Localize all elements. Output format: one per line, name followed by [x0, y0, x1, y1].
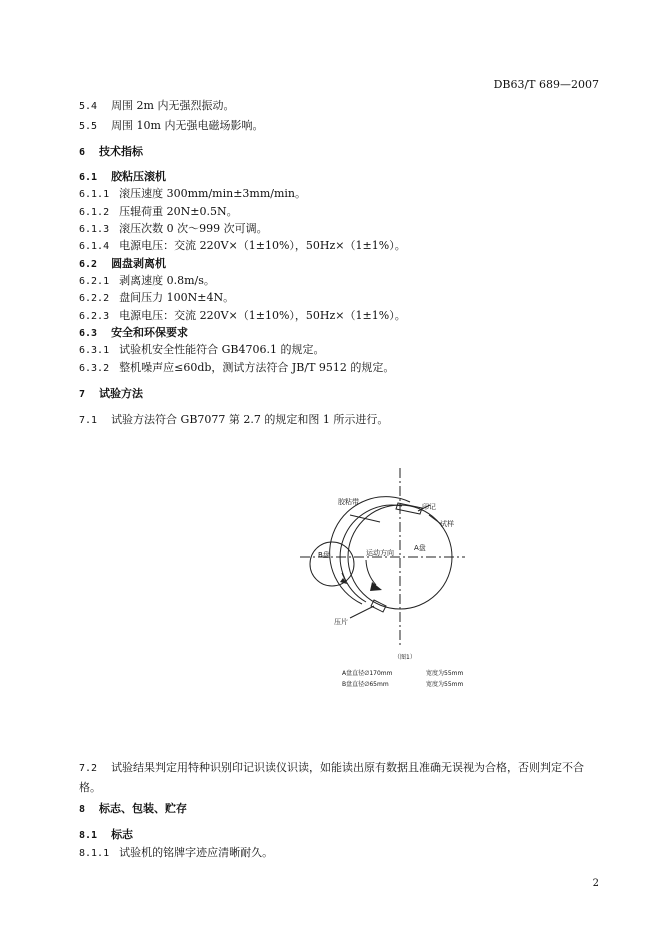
clause-text: 整机噪声应≤60db，测试方法符合 JB/T 9512 的规定。 — [119, 361, 395, 374]
disc-peeling-diagram — [290, 460, 490, 700]
section-number: 6.3 — [79, 328, 98, 339]
figure-caption: （图1） — [394, 654, 416, 661]
clause-6-2-2 — [79, 291, 234, 306]
clause-number: 6.1.2 — [79, 207, 110, 218]
clause-7-1 — [79, 413, 388, 428]
clause-6-3-1 — [79, 343, 324, 358]
clause-5-4 — [79, 99, 234, 114]
clause-6-1-3 — [79, 222, 268, 237]
label-tape: 胶粘带 — [338, 498, 359, 506]
section-title: 胶粘压滚机 — [111, 170, 167, 183]
clause-text: 滚压次数 0 次～999 次可调。 — [119, 222, 268, 235]
clause-6-1-1 — [79, 187, 306, 202]
direction-arc — [366, 560, 376, 585]
clause-5-5 — [79, 119, 263, 134]
clause-text: 周围 10m 内无强电磁场影响。 — [111, 119, 264, 132]
label-direction: 运动方向 — [366, 549, 394, 557]
clause-number: 8.1.1 — [79, 848, 110, 859]
clause-text: 滚压速度 300mm/min±3mm/min。 — [119, 187, 307, 200]
page-number: 2 — [592, 878, 599, 889]
clause-number: 6.2.2 — [79, 293, 110, 304]
clause-number: 6.3.1 — [79, 345, 110, 356]
spec-b-diameter: B盘直径∅65mm — [342, 681, 389, 688]
clause-number: 6.1.4 — [79, 241, 110, 252]
subsection-6-2-heading — [79, 257, 166, 272]
section-title: 技术指标 — [99, 145, 144, 158]
clause-text: 试验机安全性能符合 GB4706.1 的规定。 — [119, 343, 325, 356]
section-number: 7 — [79, 389, 86, 400]
clause-number: 5.5 — [79, 121, 98, 132]
section-number: 6.1 — [79, 172, 98, 183]
clause-text: 电源电压：交流 220V×（1±10%），50Hz×（1±1%）。 — [119, 239, 406, 252]
clause-number: 7.2 — [79, 763, 98, 774]
clause-text: 电源电压：交流 220V×（1±10%），50Hz×（1±1%）。 — [119, 309, 406, 322]
clause-6-1-4 — [79, 239, 406, 254]
section-title: 标志、包装、贮存 — [99, 802, 188, 815]
clause-number: 6.1.3 — [79, 224, 110, 235]
label-press: 压片 — [334, 618, 348, 626]
clause-8-1-1 — [79, 846, 273, 861]
figure-1 — [290, 460, 490, 700]
clause-number: 5.4 — [79, 101, 98, 112]
section-title: 标志 — [111, 828, 134, 841]
clause-number: 7.1 — [79, 415, 98, 426]
section-title: 安全和环保要求 — [111, 326, 189, 339]
section-number: 8.1 — [79, 830, 98, 841]
section-8-heading — [79, 802, 187, 817]
spec-a-diameter: A盘直径∅170mm — [342, 670, 393, 677]
subsection-8-1-heading — [79, 828, 133, 843]
section-7-heading — [79, 387, 143, 402]
page-header: DB63/T 689—2007 — [493, 78, 599, 91]
section-title: 试验方法 — [99, 387, 144, 400]
clause-text: 周围 2m 内无强烈振动。 — [111, 99, 235, 112]
spec-b-width: 宽度为55mm — [426, 681, 464, 688]
label-disc-a: A盘 — [414, 544, 426, 552]
spec-a-width: 宽度为55mm — [426, 670, 464, 677]
subsection-6-3-heading — [79, 326, 188, 341]
clause-7-2 — [79, 758, 601, 797]
clause-text: 试验方法符合 GB7077 第 2.7 的规定和图 1 所示进行。 — [111, 413, 389, 426]
disc-b — [310, 542, 354, 586]
clause-text: 压辊荷重 20N±0.5N。 — [119, 205, 238, 218]
section-title: 圆盘剥离机 — [111, 257, 167, 270]
section-number: 8 — [79, 804, 86, 815]
press-leader-line — [350, 606, 374, 618]
clause-text: 盘间压力 100N±4N。 — [119, 291, 235, 304]
section-6-heading — [79, 145, 143, 160]
clause-6-2-3 — [79, 309, 406, 324]
clause-number: 6.3.2 — [79, 363, 110, 374]
label-disc-b: B盘 — [318, 551, 330, 559]
clause-6-3-2 — [79, 361, 394, 376]
section-number: 6 — [79, 147, 86, 158]
clause-text: 试验结果判定用特种识别印记识读仪识读，如能读出原有数据且准确无误视为合格，否则判定不合格。 — [79, 761, 585, 794]
direction-arrowhead — [370, 582, 382, 591]
clause-text: 剥离速度 0.8m/s。 — [119, 274, 215, 287]
clause-6-2-1 — [79, 274, 215, 289]
clause-number: 6.2.1 — [79, 276, 110, 287]
subsection-6-1-heading — [79, 170, 166, 185]
label-sample: 试样 — [440, 520, 454, 528]
clause-number: 6.1.1 — [79, 189, 110, 200]
clause-6-1-2 — [79, 205, 238, 220]
label-mark: 印记 — [422, 503, 436, 511]
clause-text: 试验机的铭牌字迹应清晰耐久。 — [119, 846, 274, 859]
section-number: 6.2 — [79, 259, 98, 270]
clause-number: 6.2.3 — [79, 311, 110, 322]
